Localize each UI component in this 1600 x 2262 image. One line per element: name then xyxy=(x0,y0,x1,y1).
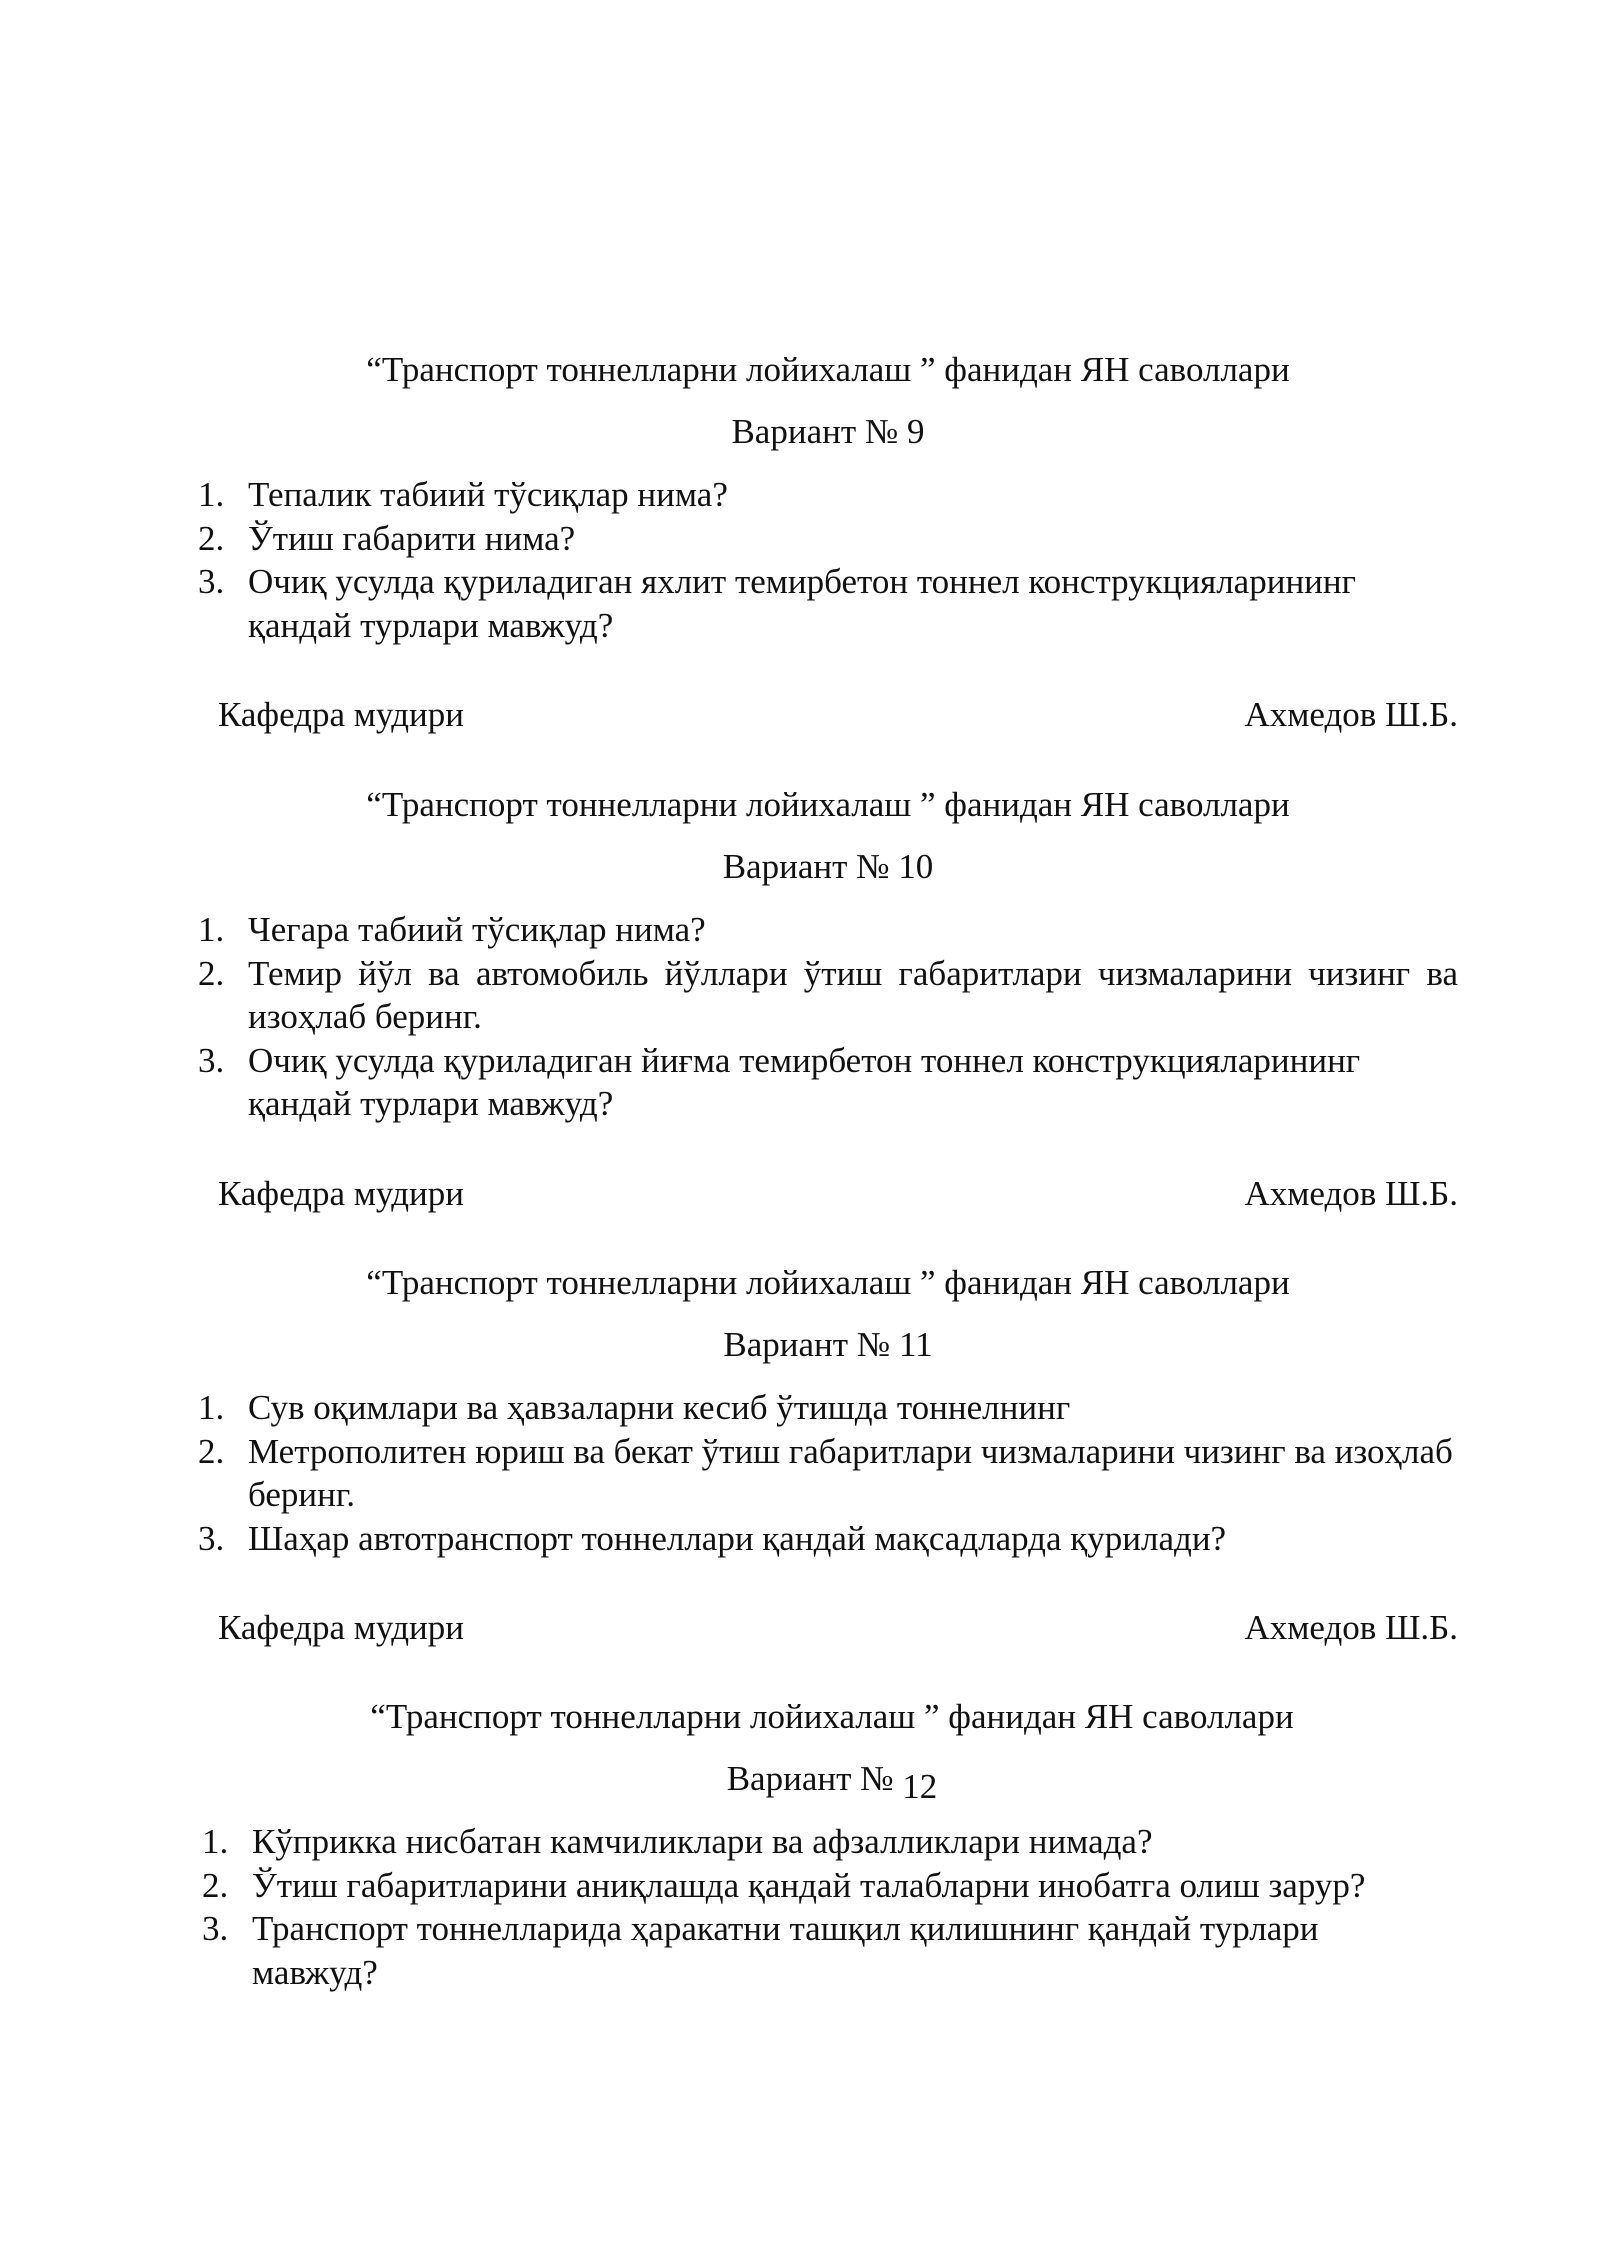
question-number: 3. xyxy=(198,1518,225,1558)
variant-block-9 xyxy=(198,348,1458,737)
variant-heading xyxy=(198,1323,1458,1367)
signature-position: Кафедра мудири xyxy=(218,1608,464,1647)
signature-line xyxy=(198,1606,1458,1650)
question-text: Очиқ усулда қуриладиган йиғма темирбетон тоннел конструкцияларининг қандай турлари мавжуд? xyxy=(248,1040,1361,1123)
variant-title: “Транспорт тоннелларни лойихалаш ” фанидан ЯН саволлари xyxy=(366,1263,1290,1302)
question-number: 1. xyxy=(198,910,225,949)
question-number: 1. xyxy=(198,1388,225,1427)
variant-number: 9 xyxy=(907,412,925,451)
question-number: 3. xyxy=(202,1909,229,1948)
variant-title: “Транспорт тоннелларни лойихалаш ” фанидан ЯН саволлари xyxy=(366,785,1290,824)
signature-name: Ахмедов Ш.Б. xyxy=(1244,1173,1458,1213)
variant-heading xyxy=(198,845,1458,889)
question-text: Кўприкка нисбатан камчиликлари ва афзалликлари нимада? xyxy=(252,1822,1153,1861)
variant-number: 10 xyxy=(898,847,934,886)
variant-label: Вариант № xyxy=(726,1759,894,1798)
question-list xyxy=(198,908,1458,1126)
variant-label: Вариант № xyxy=(722,847,890,886)
variant-block-11 xyxy=(198,1261,1458,1650)
question-item xyxy=(198,952,1458,1039)
question-item xyxy=(198,560,1458,647)
variant-heading xyxy=(202,1757,1462,1806)
signature-line xyxy=(198,1172,1458,1216)
question-item xyxy=(198,1039,1458,1126)
question-number: 2. xyxy=(198,518,225,558)
variant-block-12 xyxy=(202,1695,1462,1994)
variant-label: Вариант № xyxy=(731,412,899,451)
question-item xyxy=(198,1517,1458,1561)
question-item xyxy=(198,473,1458,517)
question-text: Транспорт тоннелларида ҳаракатни ташқил қилишнинг қандай турлари мавжуд? xyxy=(252,1909,1319,1992)
signature-position: Кафедра мудири xyxy=(218,1173,464,1213)
signature-name: Ахмедов Ш.Б. xyxy=(1244,695,1458,734)
question-item xyxy=(198,1430,1458,1517)
question-number: 3. xyxy=(198,1040,225,1080)
signature-name: Ахмедов Ш.Б. xyxy=(1244,1608,1458,1647)
variant-label: Вариант № xyxy=(723,1325,891,1364)
question-number: 2. xyxy=(202,1865,229,1905)
question-item xyxy=(198,517,1458,561)
question-text: Ўтиш габарити нима? xyxy=(248,518,576,558)
question-list xyxy=(202,1820,1462,1994)
question-text: Метрополитен юриш ва бекат ўтиш габаритлари чизмаларини чизинг ва изоҳлаб беринг. xyxy=(248,1431,1453,1514)
variant-block-10 xyxy=(198,783,1458,1216)
question-text: Темир йўл ва автомобиль йўллари ўтиш габаритлари чизмаларини чизинг ва изоҳлаб беринг. xyxy=(248,953,1458,1036)
question-item xyxy=(202,1820,1462,1864)
signature-line xyxy=(198,693,1458,737)
question-number: 1. xyxy=(202,1822,229,1861)
question-number: 1. xyxy=(198,475,225,514)
question-item xyxy=(198,1386,1458,1430)
variant-title: “Транспорт тоннелларни лойихалаш ” фанидан ЯН саволлари xyxy=(370,1697,1294,1736)
question-item xyxy=(202,1907,1462,1994)
question-text: Очиқ усулда қуриладиган яхлит темирбетон тоннел конструкцияларининг қандай турлари мавжуд? xyxy=(248,562,1356,645)
question-number: 3. xyxy=(198,562,225,601)
question-item xyxy=(202,1864,1462,1908)
question-list xyxy=(198,1386,1458,1560)
question-text: Тепалик табиий тўсиқлар нима? xyxy=(248,475,728,514)
question-list xyxy=(198,473,1458,647)
variant-number: 12 xyxy=(902,1767,938,1806)
question-item xyxy=(198,908,1458,952)
variant-heading xyxy=(198,410,1458,454)
question-number: 2. xyxy=(198,1431,225,1471)
signature-position: Кафедра мудири xyxy=(218,695,464,734)
question-text: Сув оқимлари ва ҳавзаларни кесиб ўтишда тоннелнинг xyxy=(248,1388,1071,1427)
question-text: Чегара табиий тўсиқлар нима? xyxy=(248,910,706,949)
variant-number: 11 xyxy=(898,1325,933,1364)
question-number: 2. xyxy=(198,953,225,993)
question-text: Шаҳар автотранспорт тоннеллари қандай мақсадларда қурилади? xyxy=(248,1518,1227,1558)
variant-title: “Транспорт тоннелларни лойихалаш ” фанидан ЯН саволлари xyxy=(366,350,1290,389)
question-text: Ўтиш габаритларини аниқлашда қандай талабларни инобатга олиш зарур? xyxy=(252,1865,1366,1905)
